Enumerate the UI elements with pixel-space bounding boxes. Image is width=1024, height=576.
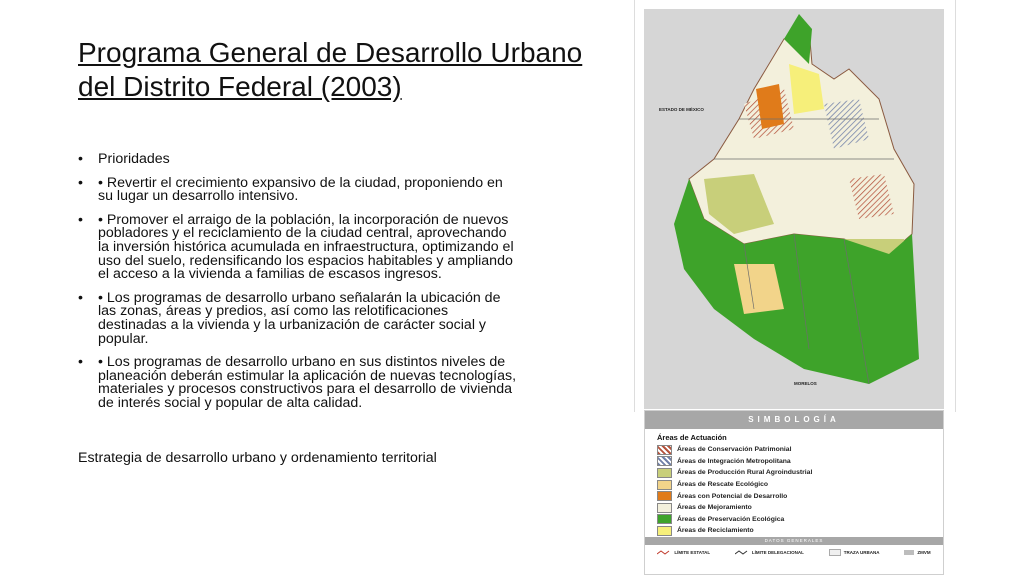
swatch-icon [657,456,672,466]
slide-title: Programa General de Desarrollo Urbano del Distrito Federal (2003) [78,37,583,102]
map-image [634,0,956,412]
legend-item: Áreas de Rescate Ecológico [657,479,943,491]
datos-item: LÍMITE ESTATAL [657,550,710,555]
bullet-item: • Prioridades [78,151,170,167]
bullet-item: • • Promover el arraigo de la población, la incorporación de nuevos pobladores y el reciclamiento de la ciudad central, aprovechando la inversión histórica acumulada en infraestructura, optimizando el uso del suelo, redensificando los espacios habitables y ampliando el acceso a la vivienda a familias de escasos ingresos. [78,211,514,283]
datos-header: DATOS GENERALES [645,537,943,545]
legend-header: SIMBOLOGÍA [645,411,943,429]
estado-label: ESTADO DE MÉXICO [659,107,704,112]
bullet-item: • • Revertir el crecimiento expansivo de la ciudad, proponiendo en su lugar un desarrollo intensivo. [78,174,503,205]
swatch-icon [657,503,672,513]
swatch-icon [657,514,672,524]
bullet-marker: • [78,354,83,371]
swatch-icon [657,526,672,536]
state-limit-icon [657,550,671,555]
legend-item: Áreas de Reciclamiento [657,525,943,537]
swatch-icon [657,480,672,490]
urban-trace-icon [829,549,841,556]
bullet-item: • • Los programas de desarrollo urbano señalarán la ubicación de las zonas, áreas y predios, así como las relotificaciones destinadas a la vivienda y la urbanización de carácter social y popular. [78,289,501,347]
strategy-caption: Estrategia de desarrollo urbano y ordenamiento territorial [78,450,437,466]
datos-item: ZMVM [904,550,930,555]
map-canvas [644,9,944,409]
morelos-label: MORELOS [794,381,817,386]
swatch-icon [657,468,672,478]
datos-item: TRAZA URBANA [829,549,880,556]
legend-item: Áreas de Conservación Patrimonial [657,444,943,456]
map-legend [644,410,944,575]
datos-item: LÍMITE DELEGACIONAL [735,550,804,555]
bullet-marker: • [78,151,83,167]
map-graphic [644,9,944,409]
legend-item: Áreas con Potencial de Desarrollo [657,490,943,502]
bullet-marker: • [78,174,83,191]
legend-item: Áreas de Preservación Ecológica [657,514,943,526]
bullet-marker: • [78,211,83,228]
datos-row [645,549,943,556]
zmvm-icon [904,550,914,555]
delegation-limit-icon [735,550,749,555]
bullet-list [78,153,518,421]
legend-item: Áreas de Producción Rural Agroindustrial [657,467,943,479]
legend-title: Áreas de Actuación [657,433,727,442]
bullet-marker: • [78,289,83,306]
swatch-icon [657,445,672,455]
legend-item: Áreas de Mejoramiento [657,502,943,514]
swatch-icon [657,491,672,501]
bullet-item: • • Los programas de desarrollo urbano en sus distintos niveles de planeación deberán estimular la aplicación de nuevas tecnologías, materiales y procesos constructivos para el desarrollo de vivienda de interés social y popular de alta calidad. [78,354,517,411]
legend-item: Áreas de Integración Metropolitana [657,456,943,468]
